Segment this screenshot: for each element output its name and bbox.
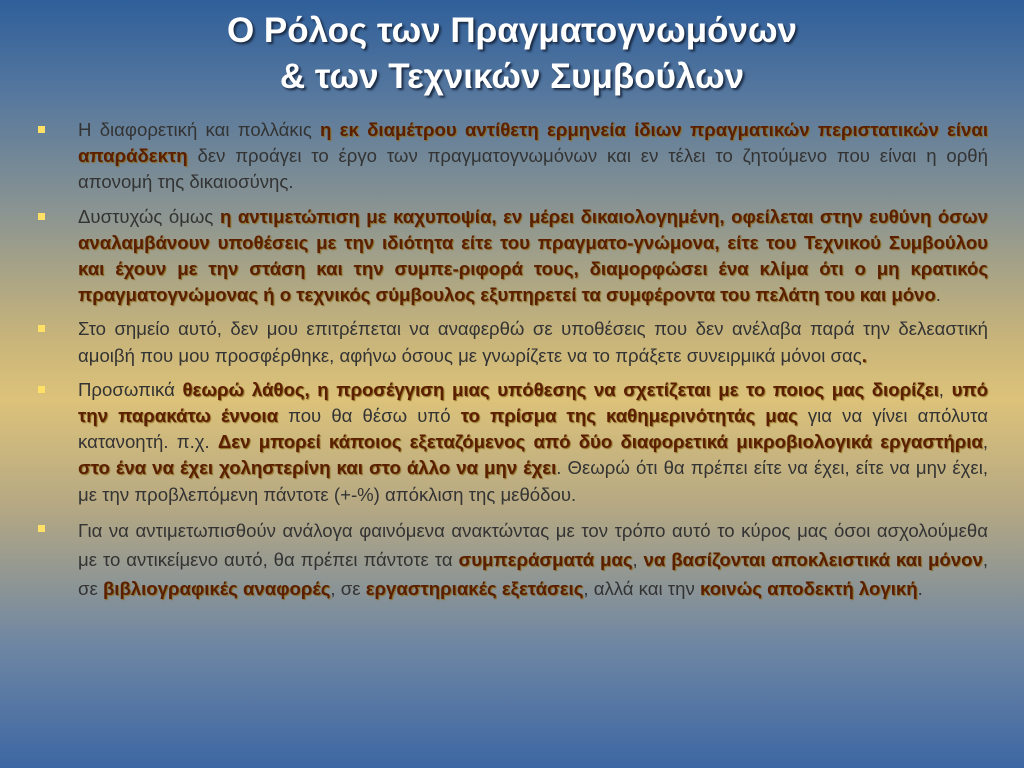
bullet-emphasis: το πρίσμα της καθημερινότητάς μας <box>460 405 798 427</box>
bullet-text: Η διαφορετική και πολλάκις <box>78 119 321 140</box>
slide-title <box>0 8 1024 100</box>
bullet-text: Προσωπικά <box>78 378 183 400</box>
bullet-text: , αλλά και την <box>583 577 700 599</box>
square-bullet-icon <box>38 386 45 393</box>
bullet-emphasis: Δεν μπορεί κάποιος εξεταζόμενος από δύο διαφορετικά μικροβιολογικά εργαστήρια <box>217 431 983 453</box>
bullet-text: . <box>917 577 923 599</box>
bullet-text: που θα θέσω υπό <box>278 405 461 427</box>
bullet-emphasis: να βασίζονται αποκλειστικά και μόνον <box>643 548 983 570</box>
bullet-emphasis: εργαστηριακές εξετάσεις <box>365 577 584 599</box>
bullet-text: δεν προάγει το έργο των πραγματογνωμόνων και εν τέλει το ζητούμενο που είναι η ορθή απονομή της δικαιοσύνης. <box>78 145 988 193</box>
bullet-emphasis: η εκ διαμέτρου αντίθετη ερμηνεία ίδιων πραγματικών περιστατικών είναι απαράδεκτη <box>78 119 988 167</box>
bullet-text: . Θεωρώ ότι θα πρέπει είτε να έχει, είτε να μην έχει, με την προβλεπόμενη πάντοτε (+-%) απόκλιση της μεθόδου. <box>78 457 988 505</box>
bullet-text: Στο σημείο αυτό, δεν μου επιτρέπεται να αναφερθώ σε υποθέσεις που δεν ανέλαβα παρά την δελεαστική αμοιβή που μου προσφέρθηκε, αφήνω όσους με γνωρίζετε να το πράξετε συνειρμικά μόνοι σας <box>78 318 988 366</box>
bullet-emphasis: υπό την παρακάτω έννοια <box>78 378 988 427</box>
bullet-text: , <box>938 378 952 400</box>
bullet-emphasis: βιβλιογραφικές αναφορές <box>102 577 331 599</box>
bullet-list <box>38 117 988 611</box>
bullet-text: Για να αντιμετωπισθούν ανάλογα φαινόμενα ανακτώντας με τον τρόπο αυτό το κύρος μας όσοι ασχολούμεθα με το αντικείμενο αυτό, θα πρέπει πάντοτε τα <box>78 519 988 570</box>
square-bullet-icon <box>38 525 45 532</box>
bullet-item-3 <box>38 316 988 368</box>
slide-title-line-2: & των Τεχνικών Συμβούλων <box>279 57 745 96</box>
bullet-text: Δυστυχώς όμως <box>78 205 220 227</box>
slide-title-line-1: Ο Ρόλος των Πραγματογνωμόνων <box>226 11 798 50</box>
bullet-emphasis: συμπεράσματά μας <box>458 548 633 570</box>
bullet-item-2 <box>38 204 988 309</box>
bullet-text: , σε <box>330 577 366 599</box>
square-bullet-icon <box>38 213 45 220</box>
bullet-item-4 <box>38 377 988 508</box>
bullet-item-5 <box>38 516 988 603</box>
bullet-emphasis: . <box>861 344 867 366</box>
bullet-emphasis: κοινώς αποδεκτή λογική <box>699 577 918 599</box>
bullet-text: για να γίνει απόλυτα κατανοητή. π.χ. <box>78 405 988 453</box>
square-bullet-icon <box>38 126 45 133</box>
bullet-emphasis: η αντιμετώπιση με καχυποψία, εν μέρει δικαιολογημένη, οφείλεται στην ευθύνη όσων αναλαμβάνουν υποθέσεις με την ιδιότητα είτε του πραγματο-γνώμονα, είτε του Τεχνικού Συμβούλου και έχουν με την στάση και την συμπε-ριφορά τους, διαμορφώσει ένα κλίμα ότι ο μη κρατικός πραγματογνώμονας ή ο τεχνικός σύμβουλος εξυπηρετεί τα συμφέροντα του πελάτη του και μόνο <box>78 205 988 306</box>
bullet-emphasis: στο ένα να έχει χοληστερίνη και στο άλλο να μην έχει <box>78 457 557 479</box>
bullet-text: , σε <box>78 548 988 599</box>
bullet-item-1 <box>38 117 988 196</box>
bullet-text: . <box>935 284 941 306</box>
bullet-text: , <box>632 548 644 570</box>
square-bullet-icon <box>38 325 45 332</box>
bullet-emphasis: θεωρώ λάθος, η προσέγγιση μιας υπόθεσης να σχετίζεται με το ποιος μας διορίζει <box>182 378 939 400</box>
bullet-text: , <box>982 431 989 453</box>
